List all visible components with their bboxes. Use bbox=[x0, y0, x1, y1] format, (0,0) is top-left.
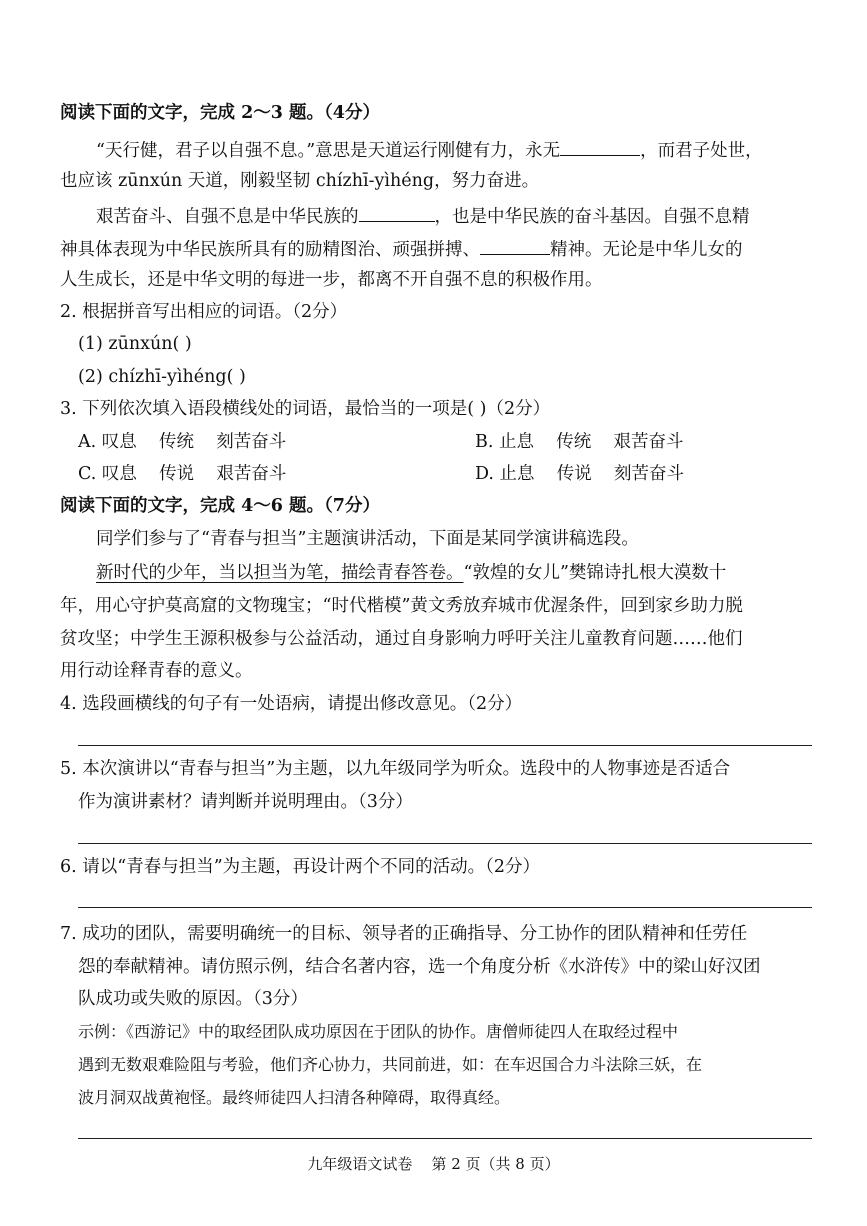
q7-stem-line1: 7. 成功的团队，需要明确统一的目标、领导者的正确指导、分工协作的团队精神和任劳任 bbox=[60, 924, 748, 944]
reading2-para-line2: 年，用心守护莫高窟的文物瑰宝；“时代楷模”黄文秀放弃城市优渥条件，回到家乡助力脱 bbox=[60, 596, 743, 616]
reading2-para-line1 bbox=[96, 561, 726, 585]
q7-stem-line2: 怨的奉献精神。请仿照示例，结合名著内容，选一个角度分析《水浒传》中的梁山好汉团 bbox=[78, 957, 761, 977]
q7-example-line2: 遇到无数艰难险阻与考验，他们齐心协力，共同前进，如：在车迟国合力斗法除三妖，在 bbox=[78, 1055, 703, 1074]
reading1-para2-line2 bbox=[60, 236, 743, 262]
q3-option-a: A. 叹息 传统 刻苦奋斗 bbox=[78, 432, 287, 452]
text-segment: 艰苦奋斗、自强不息是中华民族的 bbox=[96, 207, 359, 227]
q5-stem-line2: 作为演讲素材？请判断并说明理由。（3分） bbox=[78, 792, 413, 812]
q4-answer-line[interactable] bbox=[78, 745, 812, 746]
text-segment: “敦煌的女儿”樊锦诗扎根大漠数十 bbox=[463, 563, 727, 583]
reading1-para2-line3: 人生成长，还是中华文明的每进一步，都离不开自强不息的积极作用。 bbox=[60, 270, 603, 290]
reading1-para2-line1 bbox=[96, 203, 750, 229]
reading2-para-line4: 用行动诠释青春的意义。 bbox=[60, 661, 253, 681]
reading1-para1-line1 bbox=[96, 137, 763, 163]
q5-stem-line1: 5. 本次演讲以“青春与担当”为主题，以九年级同学为听众。选段中的人物事迹是否适合 bbox=[60, 759, 731, 779]
q6-stem: 6. 请以“青春与担当”为主题，再设计两个不同的活动。（2分） bbox=[60, 857, 541, 877]
reading1-heading: 阅读下面的文字，完成 2～3 题。（4分） bbox=[60, 103, 380, 123]
fill-blank-1 bbox=[560, 137, 640, 156]
q6-answer-line[interactable] bbox=[78, 907, 812, 908]
q2-item2: (2) chízhī-yìhéng( ) bbox=[78, 367, 246, 387]
q4-stem: 4. 选段画横线的句子有一处语病，请提出修改意见。（2分） bbox=[60, 694, 523, 714]
q2-stem: 2. 根据拼音写出相应的词语。（2分） bbox=[60, 302, 348, 322]
reading2-para-line3: 贫攻坚；中学生王源积极参与公益活动，通过自身影响力呼吁关注儿童教育问题……他们 bbox=[60, 629, 743, 649]
reading2-intro: 同学们参与了“青春与担当”主题演讲活动，下面是某同学演讲稿选段。 bbox=[96, 529, 639, 549]
q5-answer-line[interactable] bbox=[78, 843, 812, 844]
q7-example-line3: 波月洞双战黄袍怪。最终师徒四人扫清各种障碍，取得真经。 bbox=[78, 1088, 511, 1107]
text-segment: 神具体表现为中华民族所具有的励精图治、顽强拼搏、 bbox=[60, 240, 480, 260]
reading2-heading: 阅读下面的文字，完成 4～6 题。（7分） bbox=[60, 496, 380, 516]
q3-option-b: B. 止息 传统 艰苦奋斗 bbox=[475, 432, 684, 452]
q3-stem: 3. 下列依次填入语段横线处的词语，最恰当的一项是( )（2分） bbox=[60, 399, 551, 419]
q3-option-c: C. 叹息 传说 艰苦奋斗 bbox=[78, 464, 287, 484]
page-footer: 九年级语文试卷 第 2 页（共 8 页） bbox=[307, 1155, 560, 1173]
q7-example-line1: 示例：《西游记》中的取经团队成功原因在于团队的协作。唐僧师徒四人在取经过程中 bbox=[78, 1022, 679, 1041]
fill-blank-3 bbox=[480, 236, 550, 255]
q3-option-d: D. 止息 传说 刻苦奋斗 bbox=[475, 464, 685, 484]
text-segment: 精神。无论是中华儿女的 bbox=[550, 240, 743, 260]
underlined-sentence: 新时代的少年，当以担当为笔，描绘青春答卷。 bbox=[96, 563, 464, 583]
fill-blank-2 bbox=[359, 203, 435, 222]
reading1-para1-line2: 也应该 zūnxún 天道，刚毅坚韧 chízhī-yìhéng，努力奋进。 bbox=[60, 171, 540, 191]
footer-rule bbox=[78, 1138, 812, 1139]
q7-stem-line3: 队成功或失败的原因。（3分） bbox=[78, 989, 308, 1009]
text-segment: ，而君子处世， bbox=[640, 141, 763, 161]
text-segment: ，也是中华民族的奋斗基因。自强不息精 bbox=[434, 207, 750, 227]
text-segment: “天行健，君子以自强不息。”意思是天道运行刚健有力，永无 bbox=[96, 141, 561, 161]
q2-item1: (1) zūnxún( ) bbox=[78, 334, 192, 354]
